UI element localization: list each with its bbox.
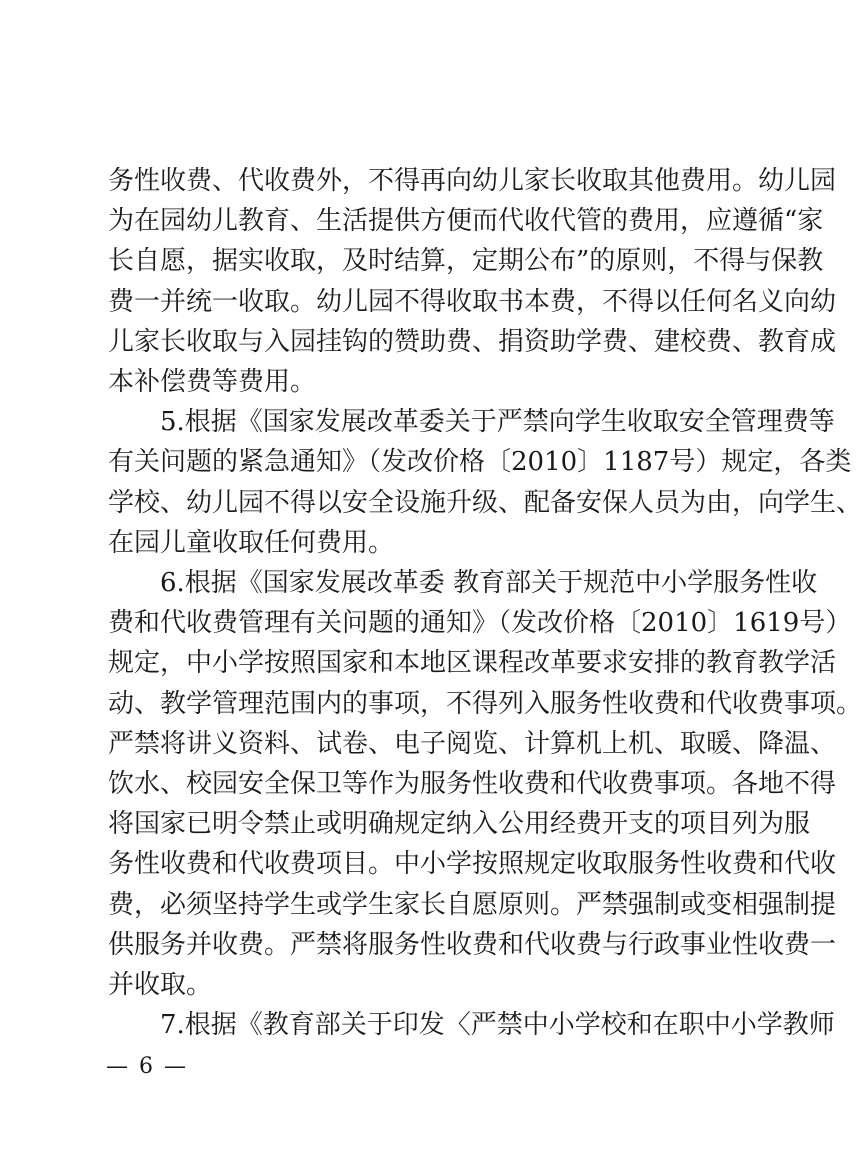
text-line-14: 动、教学管理范围内的事项，不得列入服务性收费和代收费事项。: [108, 689, 862, 719]
text-line-13: 规定，中小学按照国家和本地区课程改革要求安排的教育教学活: [108, 648, 837, 678]
text-line-22: 7.根据《教育部关于印发〈严禁中小学校和在职中小学教师: [160, 1010, 835, 1040]
text-line-4: 费一并统一收取。幼儿园不得收取书本费，不得以任何名义向幼: [108, 287, 837, 317]
text-line-8: 有关问题的紧急通知》（发改价格〔2010〕1187号）规定，各类: [108, 447, 852, 477]
text-line-16: 饮水、校园安全保卫等作为服务性收费和代收费事项。各地不得: [108, 769, 837, 799]
text-line-15: 严禁将讲义资料、试卷、电子阅览、计算机上机、取暖、降温、: [108, 729, 837, 759]
page-number: — 6 —: [106, 1054, 188, 1079]
text-line-7: 5.根据《国家发展改革委关于严禁向学生收取安全管理费等: [160, 407, 835, 437]
text-line-11: 6.根据《国家发展改革委 教育部关于规范中小学服务性收: [160, 568, 818, 598]
text-line-9: 学校、幼儿园不得以安全设施升级、配备安保人员为由，向学生、: [108, 488, 862, 518]
text-line-18: 务性收费和代收费项目。中小学按照规定收取服务性收费和代收: [108, 849, 837, 879]
text-line-21: 并收取。: [108, 970, 213, 1000]
text-line-12: 费和代收费管理有关问题的通知》（发改价格〔2010〕1619号）: [108, 608, 852, 638]
text-line-19: 费，必须坚持学生或学生家长自愿原则。严禁强制或变相强制提: [108, 890, 837, 920]
text-line-1: 务性收费、代收费外，不得再向幼儿家长收取其他费用。幼儿园: [108, 166, 837, 196]
text-line-3: 长自愿，据实收取，及时结算，定期公布”的原则，不得与保教: [108, 246, 824, 276]
text-line-2: 为在园幼儿教育、生活提供方便而代收代管的费用，应遵循“家: [108, 206, 824, 236]
text-line-6: 本补偿费等费用。: [108, 367, 317, 397]
text-line-20: 供服务并收费。严禁将服务性收费和代收费与行政事业性收费一: [108, 930, 837, 960]
text-line-5: 儿家长收取与入园挂钩的赞助费、捐资助学费、建校费、教育成: [108, 327, 837, 357]
text-line-17: 将国家已明令禁止或明确规定纳入公用经费开支的项目列为服: [108, 809, 811, 839]
text-line-10: 在园儿童收取任何费用。: [108, 528, 395, 558]
